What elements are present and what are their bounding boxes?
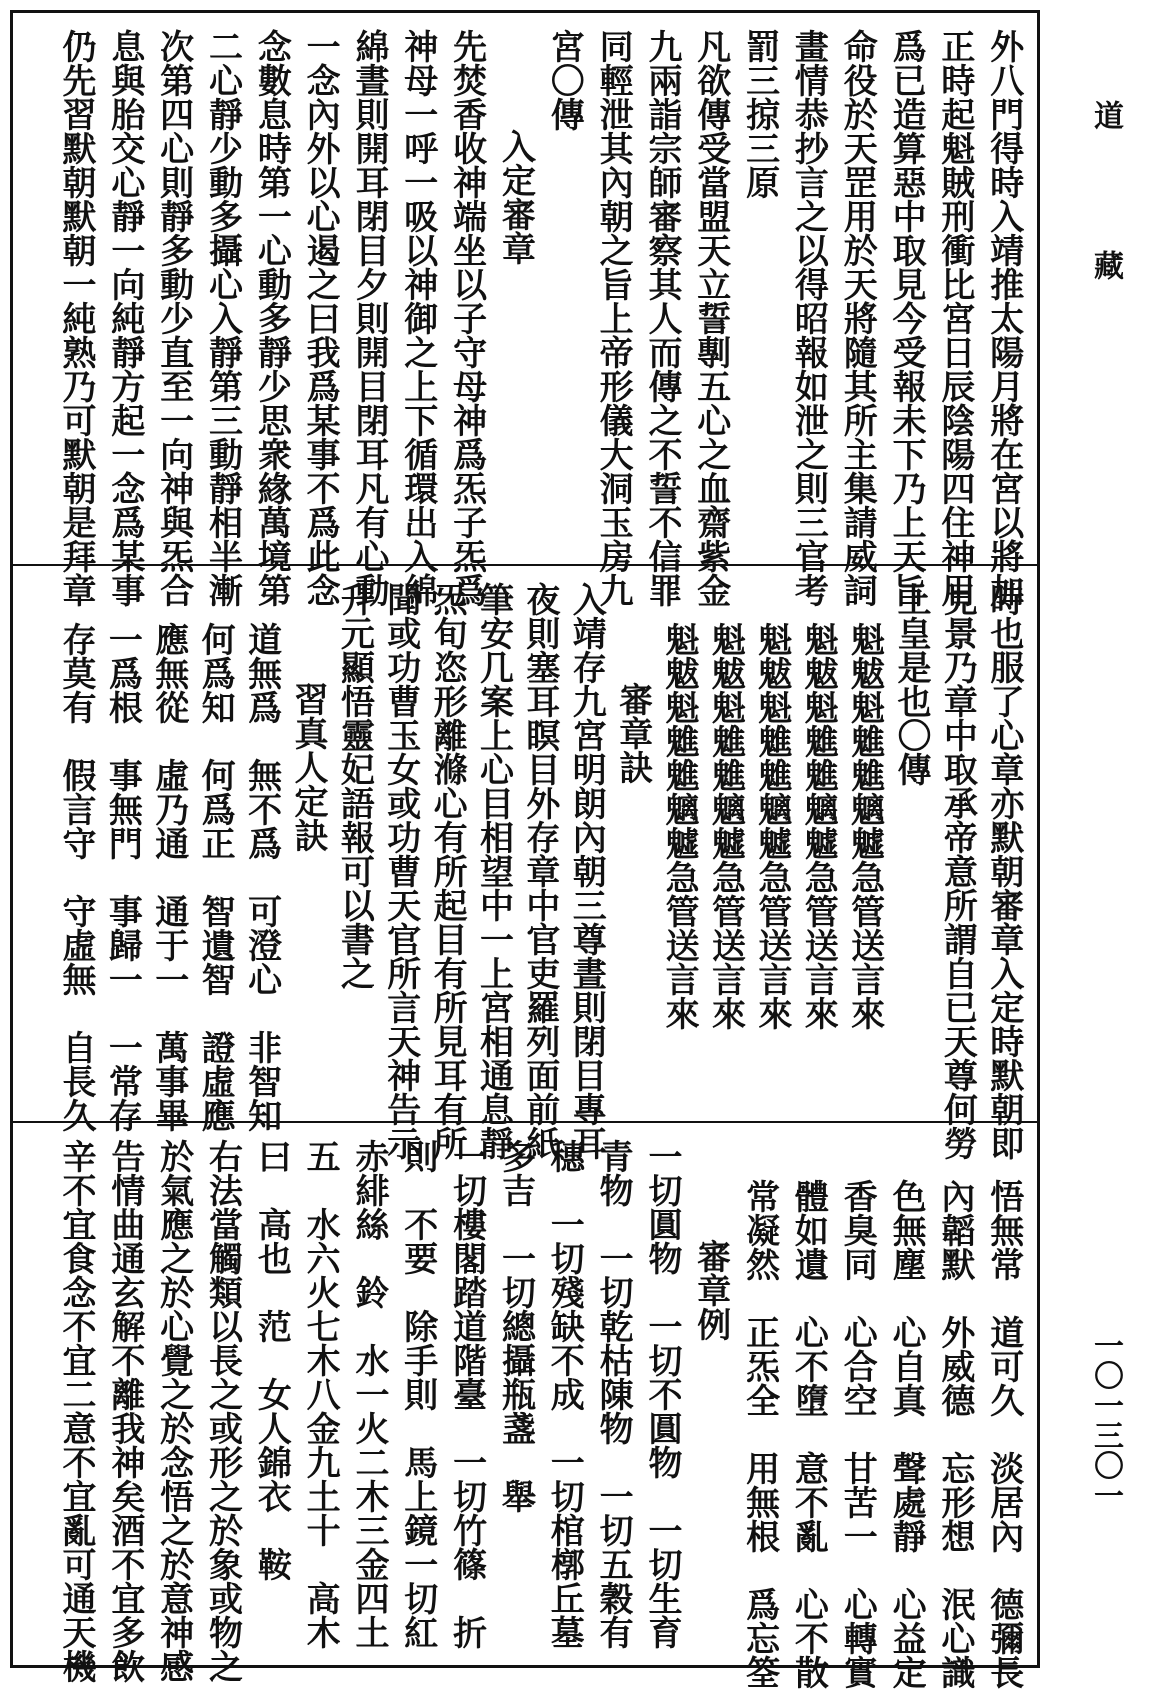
text-column: 一切樓閣踏道階臺 一切竹篠 折 — [446, 1139, 487, 1649]
text-column: 曰 高也 范 女人錦衣 鞍 — [251, 1139, 292, 1581]
verse-column: 何爲知 何爲正 智遺智 證虛應 — [195, 622, 236, 1132]
text-column: 夜則塞耳瞑目外存章中官吏羅列面前紙 — [519, 582, 560, 1160]
verse-column: 道無爲 無不爲 可澄心 非智知 — [241, 622, 282, 1132]
text-column: 凡欲傳受當盟天立誓剸五心之血齋紫金 — [690, 29, 731, 607]
text-column: 辛不宜食念不宜二意不宜亂可通天機 — [56, 1139, 96, 1683]
text-column: 次第四心則靜多動少直至一向神與炁合 — [153, 29, 194, 607]
text-column: 九兩詣宗師審察其人而傳之不誓不信罪 — [641, 29, 682, 607]
text-column: 息與胎交心靜一向純靜方起一念爲某事 — [104, 29, 145, 607]
text-column: 仍先習默朝默朝一純熟乃可默朝是拜章 — [56, 29, 96, 607]
text-column: 畫情恭抄言之以得昭報如泄之則三官考 — [788, 29, 829, 607]
text-column: 爲已造算惡中取見今受報未下乃上天旨 — [886, 29, 927, 607]
text-column: 右法當觸類以長之或形之於象或物之 — [202, 1139, 243, 1683]
text-column: 則 不要 除手則 馬上鏡一切紅 — [397, 1139, 438, 1649]
verse-column: 存莫有 假言守 守虛無 自長久 — [56, 622, 96, 1132]
text-column: 宮〇傳 — [544, 29, 585, 131]
text-column: 命役於天罡用於天將隨其所主集請威詞 — [837, 29, 878, 607]
text-column: 神母一呼一吸以神御之上下循環出入綿 — [397, 29, 438, 607]
section-heading: 審章例 — [690, 1239, 731, 1341]
column-group — [53, 1139, 1024, 1689]
text-column: 多吉 一切總攝瓶盞 舉 — [495, 1139, 536, 1513]
text-column: 聞或功曹玉女或功曹天官所言天神告示 — [380, 582, 421, 1160]
text-column: 魁魃魁魋魋魑魖急管送言來 — [844, 622, 885, 1030]
verse-column: 悟無常 道可久 淡居內 德彌長 — [983, 1179, 1024, 1689]
section-heading: 習真人定訣 — [287, 682, 328, 852]
verse-column: 一爲根 事無門 事歸一 一常存 — [102, 622, 143, 1132]
text-column: 魁魃魁魋魋魑魖急管送言來 — [705, 622, 746, 1030]
text-column: 念數息時第一心動多靜少思衆緣萬境第 — [251, 29, 292, 607]
text-panel-top — [13, 13, 1037, 607]
text-column: 升元顯悟靈妃語報可以書之 — [334, 582, 375, 990]
text-column: 於氣應之於心覺之於念悟之於意神感 — [153, 1139, 194, 1683]
side-title: 道藏 — [1088, 100, 1123, 400]
text-column: 綿晝則開耳閉目夕則開目閉耳凡有心動 — [348, 29, 389, 607]
section-heading: 入定審章 — [495, 129, 536, 265]
verse-column: 香臭同 心合空 甘苦一 心轉實 — [837, 1179, 878, 1689]
page-frame — [10, 10, 1040, 1689]
text-panel-bottom — [13, 1121, 1037, 1689]
text-column: 筆安几案上心目相望中一上宮相通息靜 — [473, 582, 514, 1160]
text-column: 先焚香收神端坐以子守母神爲炁子炁爲 — [446, 29, 487, 607]
text-column: 一念內外以心遏之曰我爲某事不爲此念 — [300, 29, 341, 607]
text-column: 二心靜少動多攝心入靜第三動靜相半漸 — [202, 29, 243, 607]
text-column: 穗 一切殘缺不成 一切棺槨丘墓 — [544, 1139, 585, 1649]
verse-column: 應無從 虛乃通 通于一 萬事畢 — [148, 622, 189, 1132]
verse-column: 內韜默 外威德 忘形想 泯心識 — [934, 1179, 975, 1689]
text-column: 入靖存九宮明朗內朝三尊晝則閉目專耳 — [566, 582, 607, 1160]
text-column: 正時起魁賊刑衝比宮日辰陰陽四住神用 — [934, 29, 975, 607]
text-column: 罰三掠三原 — [739, 29, 780, 199]
page-number: 一〇一三〇一 — [1088, 1330, 1123, 1510]
column-group — [53, 582, 1024, 1160]
text-panel-middle — [13, 564, 1037, 1160]
text-column: 赤緋絲 鈴 水一火二木三金四土 — [348, 1139, 389, 1649]
text-column: 青物 一切乾枯陳物 一切五穀有 — [593, 1139, 634, 1649]
text-column: 炁旬恣形離滌心有所起目有所見耳有所 — [427, 582, 468, 1160]
text-column: 魁魃魁魋魋魑魖急管送言來 — [798, 622, 839, 1030]
text-column: 魁魃魁魋魋魑魖急管送言來 — [751, 622, 792, 1030]
text-column: 見景乃章中取承帝意所謂自已天尊何勞 — [937, 582, 978, 1160]
column-group — [53, 29, 1024, 607]
text-column: 魁魃魁魋魋魑魖急管送言來 — [659, 622, 700, 1030]
text-column: 告情曲通玄解不離我神矣酒不宜多飲 — [104, 1139, 145, 1683]
text-column: 上皇是也〇傳 — [891, 582, 932, 786]
text-column: 時也服了心章亦默朝審章入定時默朝即 — [983, 582, 1024, 1160]
text-column: 外八門得時入靖推太陽月將在宮以將加 — [983, 29, 1024, 607]
text-column: 一切圓物 一切不圓物 一切生育 — [641, 1139, 682, 1649]
text-column: 同輕泄其內朝之旨上帝形儀大洞玉房九 — [593, 29, 634, 607]
verse-column: 體如遺 心不墮 意不亂 心不散 — [788, 1179, 829, 1689]
section-heading: 審章訣 — [612, 682, 653, 784]
verse-column: 色無塵 心自真 聲處靜 心益定 — [886, 1179, 927, 1689]
verse-column: 常凝然 正炁全 用無根 爲忘筌 — [739, 1179, 780, 1689]
text-column: 五 水六火七木八金九土十 高木 — [300, 1139, 341, 1649]
